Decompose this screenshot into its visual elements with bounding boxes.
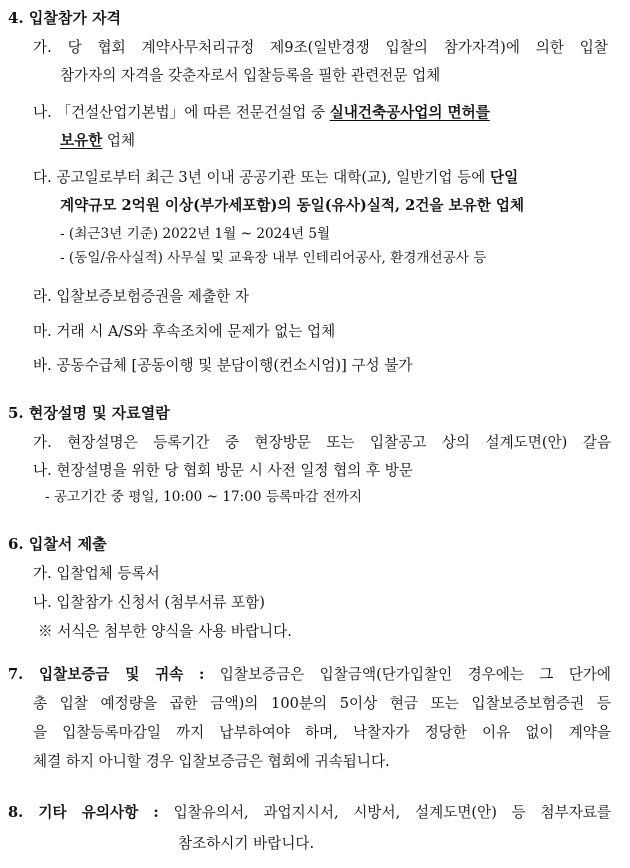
s4-na-emphasis: 실내건축공사업의 면허를 (329, 104, 490, 121)
s8-line2: 참조하시기 바랍니다. (178, 835, 315, 852)
s4-item-da-line1 (33, 168, 518, 188)
section-8-title: 8. 기타 유의사항 : (8, 804, 159, 821)
section-4-title: 4. 입찰참가 자격 (8, 9, 122, 27)
s4-na-text-2: 업체 (102, 132, 136, 149)
s8-line1-text: 입찰유의서, 과업지시서, 시방서, 설계도면(안) 등 첨부자료를 (158, 804, 612, 821)
s6-item-ga: 가. 입찰업체 등록서 (33, 565, 160, 582)
s4-da-sub-similar: - (동일/유사실적) 사무실 및 교육장 내부 인테리어공사, 환경개선공사 등 (60, 250, 487, 266)
s4-item-ga-line2: 참가자의 자격을 갖춘자로서 입찰등록을 필한 관련전문 업체 (60, 67, 441, 84)
s5-na-sub: - 공고기간 중 평일, 10:00 ~ 17:00 등록마감 전까지 (45, 489, 363, 505)
s7-line1-text: 입찰보증금은 입찰금액(단가입찰인 경우에는 그 단가에 (204, 666, 611, 683)
s7-line3: 을 입찰등록마감일 까지 납부하여야 하며, 낙찰자가 정당한 이유 없이 계약을 (33, 724, 611, 741)
s7-line2: 총 입찰 예정량을 곱한 금액)의 100분의 5이상 현금 또는 입찰보증보험증권 등 (33, 695, 611, 712)
s4-na-emphasis-2: 보유한 (60, 132, 103, 149)
s4-na-text: 나. 「건설산업기본법」에 따른 전문건설업 중 (33, 104, 330, 121)
s7-line1 (8, 665, 611, 685)
s5-item-na: 나. 현장설명을 위한 당 협회 방문 시 사전 일정 협의 후 방문 (33, 462, 413, 479)
section-7-title: 7. 입찰보증금 및 귀속 : (8, 666, 205, 683)
s5-item-ga: 가. 현장설명은 등록기간 중 현장방문 또는 입찰공고 상의 설계도면(안) 갈음 (33, 434, 611, 451)
s6-item-na: 나. 입찰참가 신청서 (첨부서류 포함) (33, 594, 265, 611)
s4-da-sub-period: - (최근3년 기준) 2022년 1월 ~ 2024년 5월 (60, 226, 331, 242)
s8-line1 (8, 803, 611, 823)
s4-item-na-line1 (33, 103, 608, 123)
section-5-title: 5. 현장설명 및 자료열람 (8, 404, 170, 422)
s4-da-text: 다. 공고일로부터 최근 3년 이내 공공기관 또는 대학(교), 일반기업 등에 (33, 169, 490, 186)
s4-item-ga-line1: 가. 당 협회 계약사무처리규정 제9조(일반경쟁 입찰의 참가자격)에 의한 입찰 (33, 39, 608, 56)
s4-item-ma: 마. 거래 시 A/S와 후속조치에 문제가 없는 업체 (33, 323, 336, 340)
s4-da-emphasis: 단일 (489, 169, 519, 186)
s4-item-ra: 라. 입찰보증보험증권을 제출한 자 (33, 288, 249, 305)
s4-item-ba: 바. 공동수급체 [공동이행 및 분담이행(컨소시엄)] 구성 불가 (33, 357, 413, 374)
s7-line4: 체결 하지 아니할 경우 입찰보증금은 협회에 귀속됩니다. (33, 753, 390, 770)
s6-note: ※ 서식은 첨부한 양식을 사용 바랍니다. (38, 623, 292, 640)
s4-item-na-line2 (60, 131, 135, 151)
s4-item-da-line2: 계약규모 2억원 이상(부가세포함)의 동일(유사)실적, 2건을 보유한 업체 (60, 197, 525, 214)
section-6-title: 6. 입찰서 제출 (8, 535, 107, 553)
